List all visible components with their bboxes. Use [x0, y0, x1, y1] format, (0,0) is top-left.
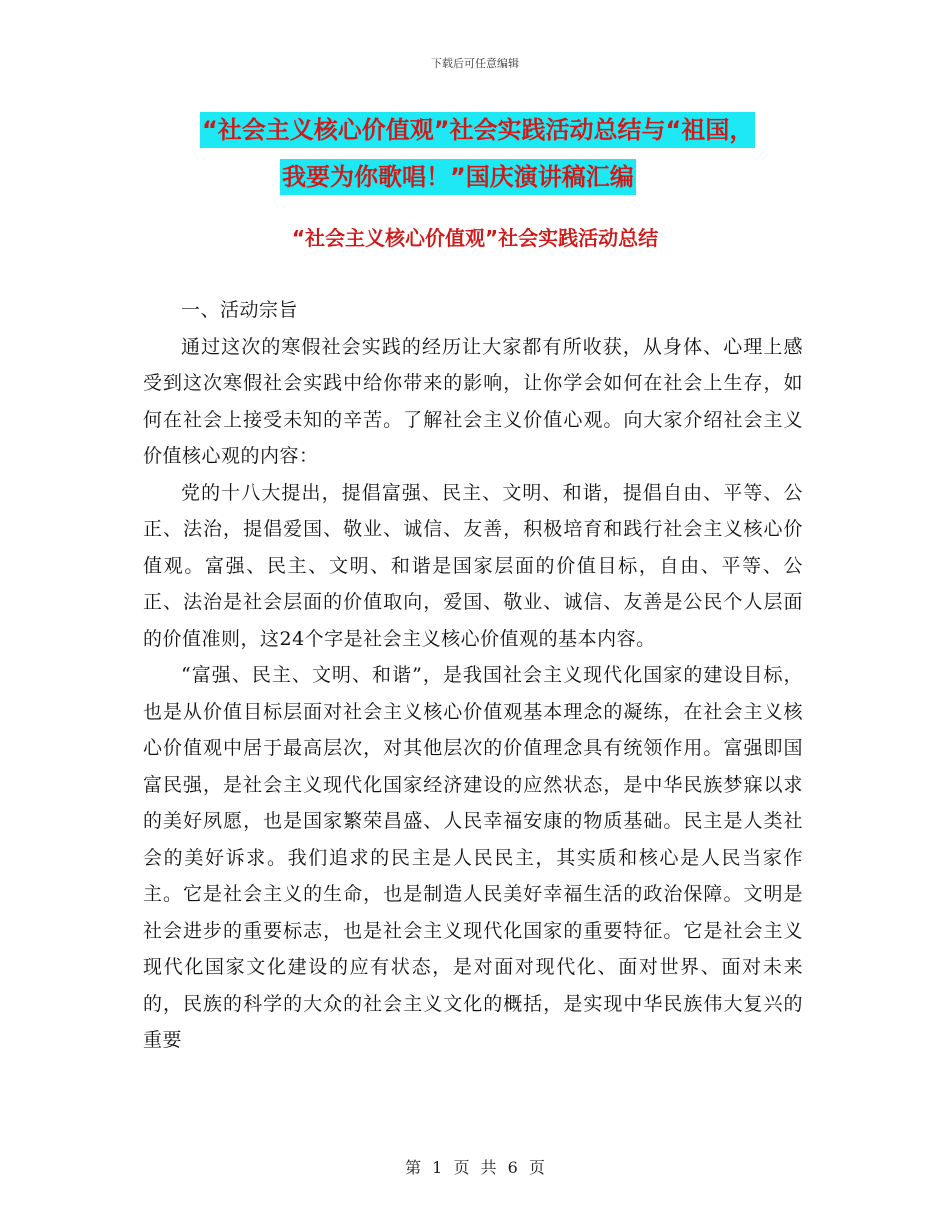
section-title: “社会主义核心价值观”社会实践活动总结	[291, 226, 659, 250]
header-note: 下载后可任意编辑	[431, 57, 519, 70]
heading-activity-purpose: 一、活动宗旨	[181, 299, 299, 321]
page-footer: 第 1 页 共 6 页	[405, 1158, 545, 1177]
paragraph: “富强、民主、文明、和谐”，是我国社会主义现代化国家的建设目标，也是从价值目标层面对社会主义核心价值观基本理念的凝练，在社会主义核心价值观中居于最高层次，对其他层次的价值理念具有统领作用。富强即国富民强，是社会主义现代化国家经济建设的应然状态，是中华民族梦寐以求的美好夙愿，也是国家繁荣昌盛、人民幸福安康的物质基础。民主是人类社会的美好诉求。我们追求的民主是人民民主，其实质和核心是人民当家作主。它是社会主义的生命，也是制造人民美好幸福生活的政治保障。文明是社会进步的重要标志，也是社会主义现代化国家的重要特征。它是社会主义现代化国家文化建设的应有状态，是对面对现代化、面对世界、面对未来的，民族的科学的大众的社会主义文化的概括，是实现中华民族伟大复兴的重要	[143, 664, 803, 1051]
body-text	[143, 292, 803, 1059]
paragraph: 通过这次的寒假社会实践的经历让大家都有所收获，从身体、心理上感受到这次寒假社会实践中给你带来的影响，让你学会如何在社会上生存，如何在社会上接受未知的辛苦。了解社会主义价值心观。向大家介绍社会主义价值核心观的内容：	[143, 335, 803, 467]
title-line-1-text: “社会主义核心价值观”社会实践活动总结与“祖国，	[200, 112, 755, 148]
title-line-2	[280, 154, 830, 201]
title-line-2-text: 我要为你歌唱！”国庆演讲稿汇编	[280, 159, 636, 195]
paragraph: 党的十八大提出，提倡富强、民主、文明、和谐，提倡自由、平等、公正、法治，提倡爱国、敬业、诚信、友善，积极培育和践行社会主义核心价值观。富强、民主、文明、和谐是国家层面的价值目标，自由、平等、公正、法治是社会层面的价值取向，爱国、敬业、诚信、友善是公民个人层面的价值准则，这24个字是社会主义核心价值观的基本内容。	[143, 481, 803, 650]
title-line-1	[180, 107, 830, 154]
document-title	[180, 107, 830, 201]
